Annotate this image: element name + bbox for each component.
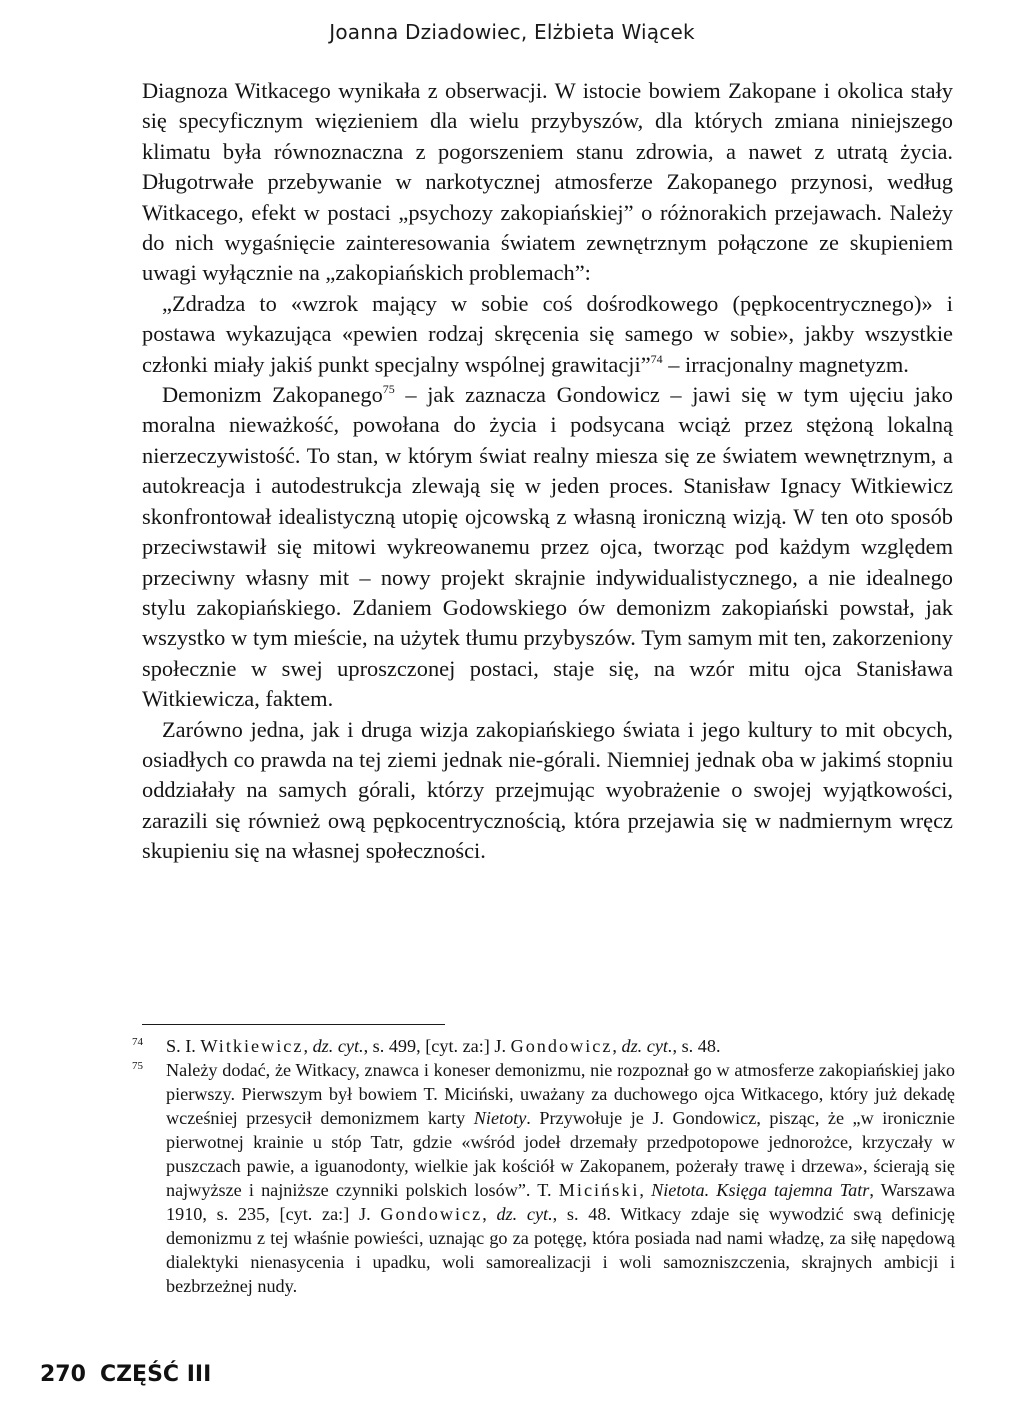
quotation (142, 289, 953, 380)
footnote-divider (142, 1024, 445, 1025)
fn-text-segment: , (639, 1180, 652, 1200)
footnote-text (166, 1058, 955, 1298)
main-text (142, 76, 953, 867)
section-label: CZĘŚĆ III (99, 1362, 212, 1387)
footnote-75 (132, 1058, 955, 1298)
footnote-ref-75[interactable]: 75 (382, 382, 395, 397)
fn-text-segment: , s. 48. (672, 1036, 721, 1056)
paragraph-2-start: Demonizm Zakopanego (162, 382, 383, 408)
fn-author: Gondowicz (380, 1204, 483, 1224)
footnote-ref-74[interactable]: 74 (650, 351, 663, 366)
page-footer (40, 1362, 211, 1387)
fn-text-segment: , s. 48. Witkacy zdaje się wywodzić swą definicję demonizmu z tej właśnie powieści, uznając go za potęgę, która posiada nad nami władzę, za siłę napędową dialektyki nienasycenia i upadku, woli samorealizacji i woli samozniszczenia, skrajnych ambicji i bezbrzeżnej nudy. (166, 1204, 956, 1296)
quotation-text: „Zdradza to «wzrok mający w sobie coś dośrodkowego (pępkocentrycznego)» i postawa wykazująca «pewien rodzaj skręcenia się samego w sobie», jakby wszystkie członki miały jakiś punkt specjalny wspólnej grawitacji” (142, 290, 953, 377)
fn-author: Gondowicz (510, 1036, 613, 1056)
fn-text-segment: , s. 499, [cyt. za:] J. (363, 1036, 511, 1056)
paragraph-3: Zarówno jedna, jak i druga wizja zakopiańskiego świata i jego kultury to mit obcych, osiadłych co prawda na tej ziemi jednak nie-górali. Niemniej jednak oba w jakimś stopniu oddziałały na samych górali, którzy przejmując wyobrażenie o swojej wyjątkowości, zarazili się również ową pępkocentrycznością, która przejawia się w nadmiernym wręcz skupieniu się na własnej społeczności. (142, 716, 953, 864)
fn-text-segment: , (612, 1036, 622, 1056)
fn-author: Witkiewicz (200, 1036, 304, 1056)
fn-author: Miciński (558, 1180, 640, 1200)
paragraph-2 (142, 380, 953, 714)
fn-text-segment: , (482, 1204, 497, 1224)
fn-work-title: dz. cyt. (621, 1036, 673, 1056)
quotation-tail: – irracjonalny magnetyzm. (662, 351, 909, 377)
fn-text-segment: , Warszawa 1910, s. 235, [cyt. za:] J. (166, 1180, 955, 1224)
footnote-74 (132, 1034, 955, 1058)
fn-text-segment: , (303, 1036, 313, 1056)
fn-work-title: Nietoty (473, 1108, 527, 1128)
page-number: 270 (40, 1362, 86, 1387)
fn-work-title: dz. cyt. (496, 1204, 553, 1224)
footnote-number: 74 (132, 1036, 143, 1048)
running-head: Joanna Dziadowiec, Elżbieta Wiącek (329, 20, 695, 44)
paragraph-2-rest: – jak zaznacza Gondowicz – jawi się w tym ujęciu jako moralna nieważkość, powołana do życia i podsycana wciąż przez stężoną lokalną nierzeczywistość. To stan, w którym świat realny miesza się ze światem wewnętrznym, a autokreacja i autodestrukcja zlewają się w jeden proces. Stanisław Ignacy Witkiewicz skonfrontował idealistyczną utopię ojcowską z własną ironiczną wizją. W ten oto sposób przeciwstawił się mitowi wykreowanemu przez ojca, tworząc pod każdym względem przeciwny własny mit – nowy projekt skrajnie indywidualistycznego, a nie idealnego stylu zakopiańskiego. Zdaniem Godowskiego ów demonizm zakopiański powstał, jak wszystko w tym mieście, na użytek tłumu przybyszów. Tym samym mit ten, zakorzeniony społecznie w swej uproszczonej postaci, staje się, na wzór mitu ojca Stanisława Witkiewicza, faktem. (142, 382, 953, 712)
fn-text-segment: S. I. (166, 1036, 201, 1056)
fn-text-segment: . Przywołuje je J. Gondowicz, pisząc, że „w ironicznie pierwotnej krainie u stóp Tatr, gdzie «wśród jodeł drzemały przedpotopowe jednorożce, krzyczały w puszczach pawie, a iguanodonty, wielkie jak kościół w Zakopanem, pożerały trawę i drzewa», ścierają się najwyższe i najniższe czynniki polskich losów”. T. (166, 1108, 955, 1200)
fn-work-title: dz. cyt. (312, 1036, 364, 1056)
footnote-text (166, 1034, 955, 1058)
footnote-number: 75 (132, 1060, 143, 1072)
fn-work-title: Nietota. Księga tajemna Tatr (651, 1180, 870, 1200)
paragraph-1: Diagnoza Witkacego wynikała z obserwacji. W istocie bowiem Zakopane i okolica stały się specyficznym więzieniem dla wielu przybyszów, dla których zmiana niniejszego klimatu była równoznaczna z pogorszeniem stanu zdrowia, a nawet z utratą życia. Długotrwałe przebywanie w narkotycznej atmosferze Zakopanego przynosi, według Witkacego, efekt w postaci „psychozy zakopiańskiej” o różnorakich przejawach. Należy do nich wygaśnięcie zainteresowania światem zewnętrznym połączone ze skupieniem uwagi wyłącznie na „zakopiańskich problemach”: (142, 78, 953, 286)
footnotes (132, 1034, 955, 1298)
fn-text-segment: Należy dodać, że Witkacy, znawca i koneser demonizmu, nie rozpoznał go w atmosferze zakopiańskiej jako pierwszy. Pierwszym był bowiem T. Miciński, uważany za duchowego ojca Witkacego, który już dekadę wcześniej przesycił demonizmem karty (166, 1060, 955, 1128)
